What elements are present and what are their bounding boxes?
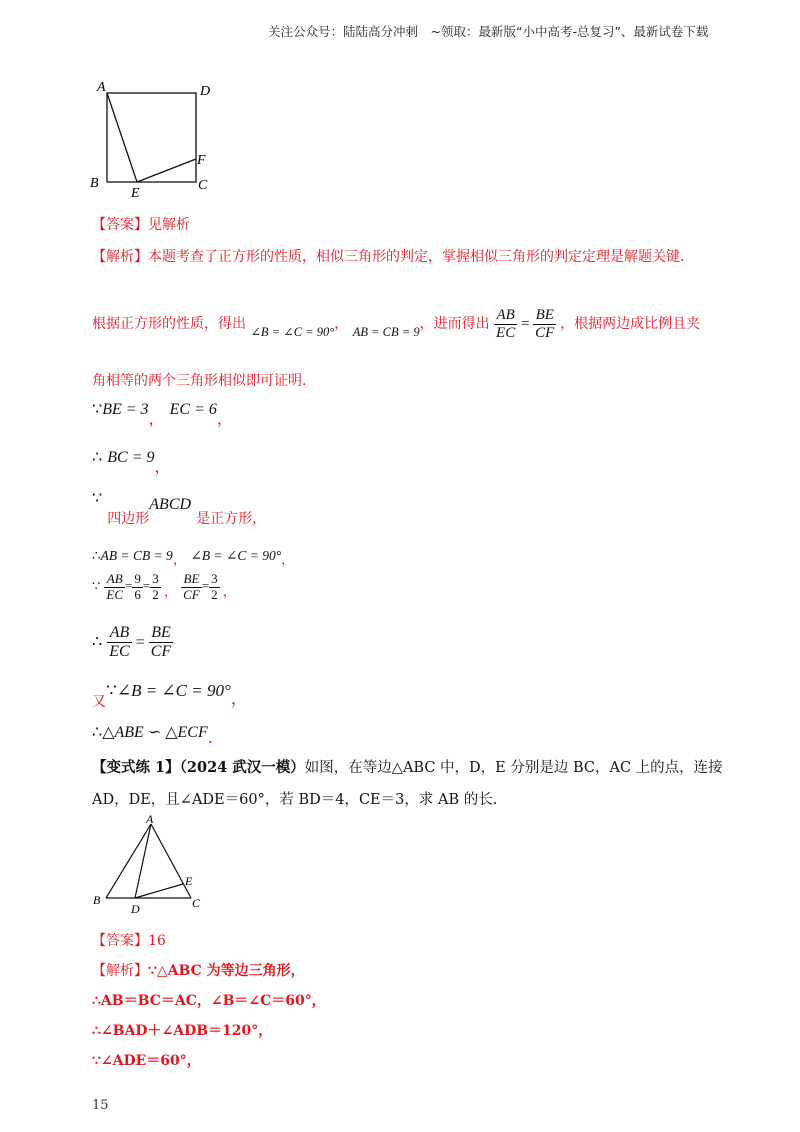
answer-tag: 【答案】 bbox=[92, 933, 148, 949]
step-5 bbox=[92, 572, 236, 603]
frac-den: EC bbox=[109, 643, 130, 661]
frac-num: AB bbox=[104, 572, 125, 588]
text-you: 又 bbox=[92, 694, 106, 710]
frac-den: EC bbox=[106, 586, 124, 602]
math-ab-cb: AB = CB = 9 bbox=[100, 548, 173, 563]
frac-den: EC bbox=[496, 325, 516, 342]
because-symbol: ∵ bbox=[106, 681, 117, 701]
variant-line-2: AD，DE，且∠ADE＝60°，若 BD＝4，CE＝3，求 AB 的长. bbox=[92, 792, 498, 808]
page-number: 15 bbox=[92, 1098, 109, 1113]
step-2 bbox=[92, 444, 171, 476]
label-a: A bbox=[97, 80, 106, 95]
page-header: 关注公众号：陆陆高分冲刺 ~领取：最新版“小中高考-总复习”、最新试卷下载 bbox=[268, 24, 709, 39]
frac-den: CF bbox=[535, 325, 555, 342]
equals: = bbox=[135, 633, 145, 651]
frac-num: 3 bbox=[211, 571, 218, 586]
analysis-tag: 【解析】 bbox=[92, 249, 148, 265]
frac-num: AB bbox=[494, 307, 517, 325]
because-symbol: ∵ bbox=[92, 579, 101, 595]
math-angles: ∠B = ∠C = 90° bbox=[190, 548, 282, 563]
comma: ， bbox=[281, 552, 295, 568]
therefore-symbol: ∴ bbox=[92, 548, 101, 564]
therefore-symbol: ∴ bbox=[92, 722, 103, 741]
ratio-equation-1 bbox=[104, 571, 164, 602]
label-f: F bbox=[197, 153, 206, 168]
step-7 bbox=[92, 676, 248, 710]
label-d: D bbox=[200, 84, 211, 99]
label-b: B bbox=[93, 893, 101, 907]
analysis-2-line-1 bbox=[92, 960, 305, 980]
variant-source: （2024 武汉一模） bbox=[179, 759, 305, 776]
therefore-symbol: ∴ bbox=[92, 631, 103, 651]
math-angles: ∠B = ∠C = 90° bbox=[116, 681, 231, 700]
answer-1 bbox=[92, 214, 190, 234]
text-segment: ， bbox=[334, 316, 349, 332]
math-similar: △ABE ∽ △ECF bbox=[102, 724, 208, 741]
analysis-text: 本题考查了正方形的性质，相似三角形的判定，掌握相似三角形的判定定理是解题关键. bbox=[148, 249, 685, 265]
therefore-symbol: ∴ bbox=[92, 447, 103, 466]
answer-text: 见解析 bbox=[148, 217, 190, 233]
label-b: B bbox=[90, 176, 99, 191]
variant-line-1 bbox=[92, 756, 723, 777]
frac-num: 9 bbox=[134, 571, 141, 586]
ratio-equation-2 bbox=[181, 571, 223, 602]
label-e: E bbox=[185, 874, 193, 888]
equals: = bbox=[520, 316, 530, 332]
step-1 bbox=[92, 396, 233, 428]
label-a: A bbox=[146, 812, 154, 826]
comma: ， bbox=[216, 409, 233, 428]
step-6 bbox=[92, 624, 173, 662]
math-angle-b-c: ∠B = ∠C = 90° bbox=[250, 325, 335, 339]
analysis-tag: 【解析】 bbox=[92, 963, 148, 979]
triangle-figure bbox=[88, 812, 208, 920]
explanation-line-2: 角相等的两个三角形相似即可证明. bbox=[92, 373, 307, 389]
math-ec: EC = 6 bbox=[169, 401, 217, 418]
segment-ef bbox=[137, 159, 196, 182]
frac-num: BE bbox=[181, 572, 202, 588]
comma: ， bbox=[222, 585, 236, 601]
math-be: BE = 3 bbox=[102, 401, 149, 418]
step-8 bbox=[92, 722, 213, 747]
frac-den: 2 bbox=[152, 586, 159, 602]
text-segment: ，进而得出 bbox=[419, 316, 490, 332]
square-abcd bbox=[107, 93, 196, 182]
text-segment: ，根据两边成比例且夹 bbox=[560, 316, 701, 332]
frac-num: 3 bbox=[152, 571, 159, 586]
comma: ， bbox=[148, 409, 165, 428]
equals: = bbox=[201, 578, 210, 594]
analysis-text: ∵△ABC 为等边三角形， bbox=[148, 963, 305, 979]
frac-num: AB bbox=[107, 624, 131, 643]
segment-de bbox=[135, 884, 183, 898]
segment-ae bbox=[107, 93, 137, 182]
label-d: D bbox=[131, 902, 140, 916]
period: . bbox=[207, 728, 213, 747]
step-4 bbox=[92, 544, 295, 568]
label-c: C bbox=[198, 178, 208, 193]
square-figure bbox=[85, 76, 220, 200]
answer-tag: 【答案】 bbox=[92, 217, 148, 233]
label-c: C bbox=[192, 896, 201, 910]
segment-ad bbox=[135, 824, 151, 898]
math-bc: BC = 9 bbox=[107, 449, 155, 466]
text-segment: 四边形 bbox=[107, 511, 150, 527]
comma: ， bbox=[163, 585, 177, 601]
text-segment: 是正方形， bbox=[196, 511, 267, 527]
ratio-equation-3 bbox=[107, 624, 173, 661]
equals: = bbox=[125, 578, 133, 594]
comma: ， bbox=[154, 457, 171, 476]
frac-den: 2 bbox=[211, 586, 218, 602]
math-ab-cb: AB = CB = 9 bbox=[352, 325, 420, 339]
analysis-1 bbox=[92, 246, 684, 266]
frac-num: BE bbox=[149, 624, 173, 643]
because-symbol: ∵ bbox=[92, 488, 103, 507]
math-abcd: ABCD bbox=[149, 496, 192, 513]
frac-den: 6 bbox=[134, 586, 141, 602]
frac-num: BE bbox=[533, 307, 556, 325]
frac-den: CF bbox=[183, 586, 200, 602]
answer-2 bbox=[92, 930, 166, 950]
explanation-line-1 bbox=[92, 302, 700, 346]
frac-den: CF bbox=[150, 643, 172, 661]
fraction-equation bbox=[494, 306, 560, 342]
analysis-2-line-2: ∴AB＝BC＝AC，∠B＝∠C＝60°， bbox=[92, 993, 326, 1009]
variant-text: 如图，在等边△ABC 中，D，E 分别是边 BC，AC 上的点，连接 bbox=[304, 760, 723, 776]
because-symbol: ∵ bbox=[92, 399, 103, 418]
side-ab bbox=[106, 824, 151, 898]
comma: ， bbox=[230, 689, 248, 709]
equals: = bbox=[142, 578, 151, 594]
label-e: E bbox=[131, 186, 140, 200]
step-3 bbox=[92, 488, 267, 527]
variant-tag: 【变式练 1】 bbox=[92, 759, 180, 776]
analysis-2-line-3: ∴∠BAD＋∠ADB＝120°， bbox=[92, 1023, 273, 1039]
text-segment: 根据正方形的性质，得出 bbox=[92, 316, 246, 332]
answer-text: 16 bbox=[148, 933, 166, 949]
analysis-2-line-4: ∵∠ADE＝60°， bbox=[92, 1053, 201, 1069]
comma: ， bbox=[172, 552, 187, 568]
